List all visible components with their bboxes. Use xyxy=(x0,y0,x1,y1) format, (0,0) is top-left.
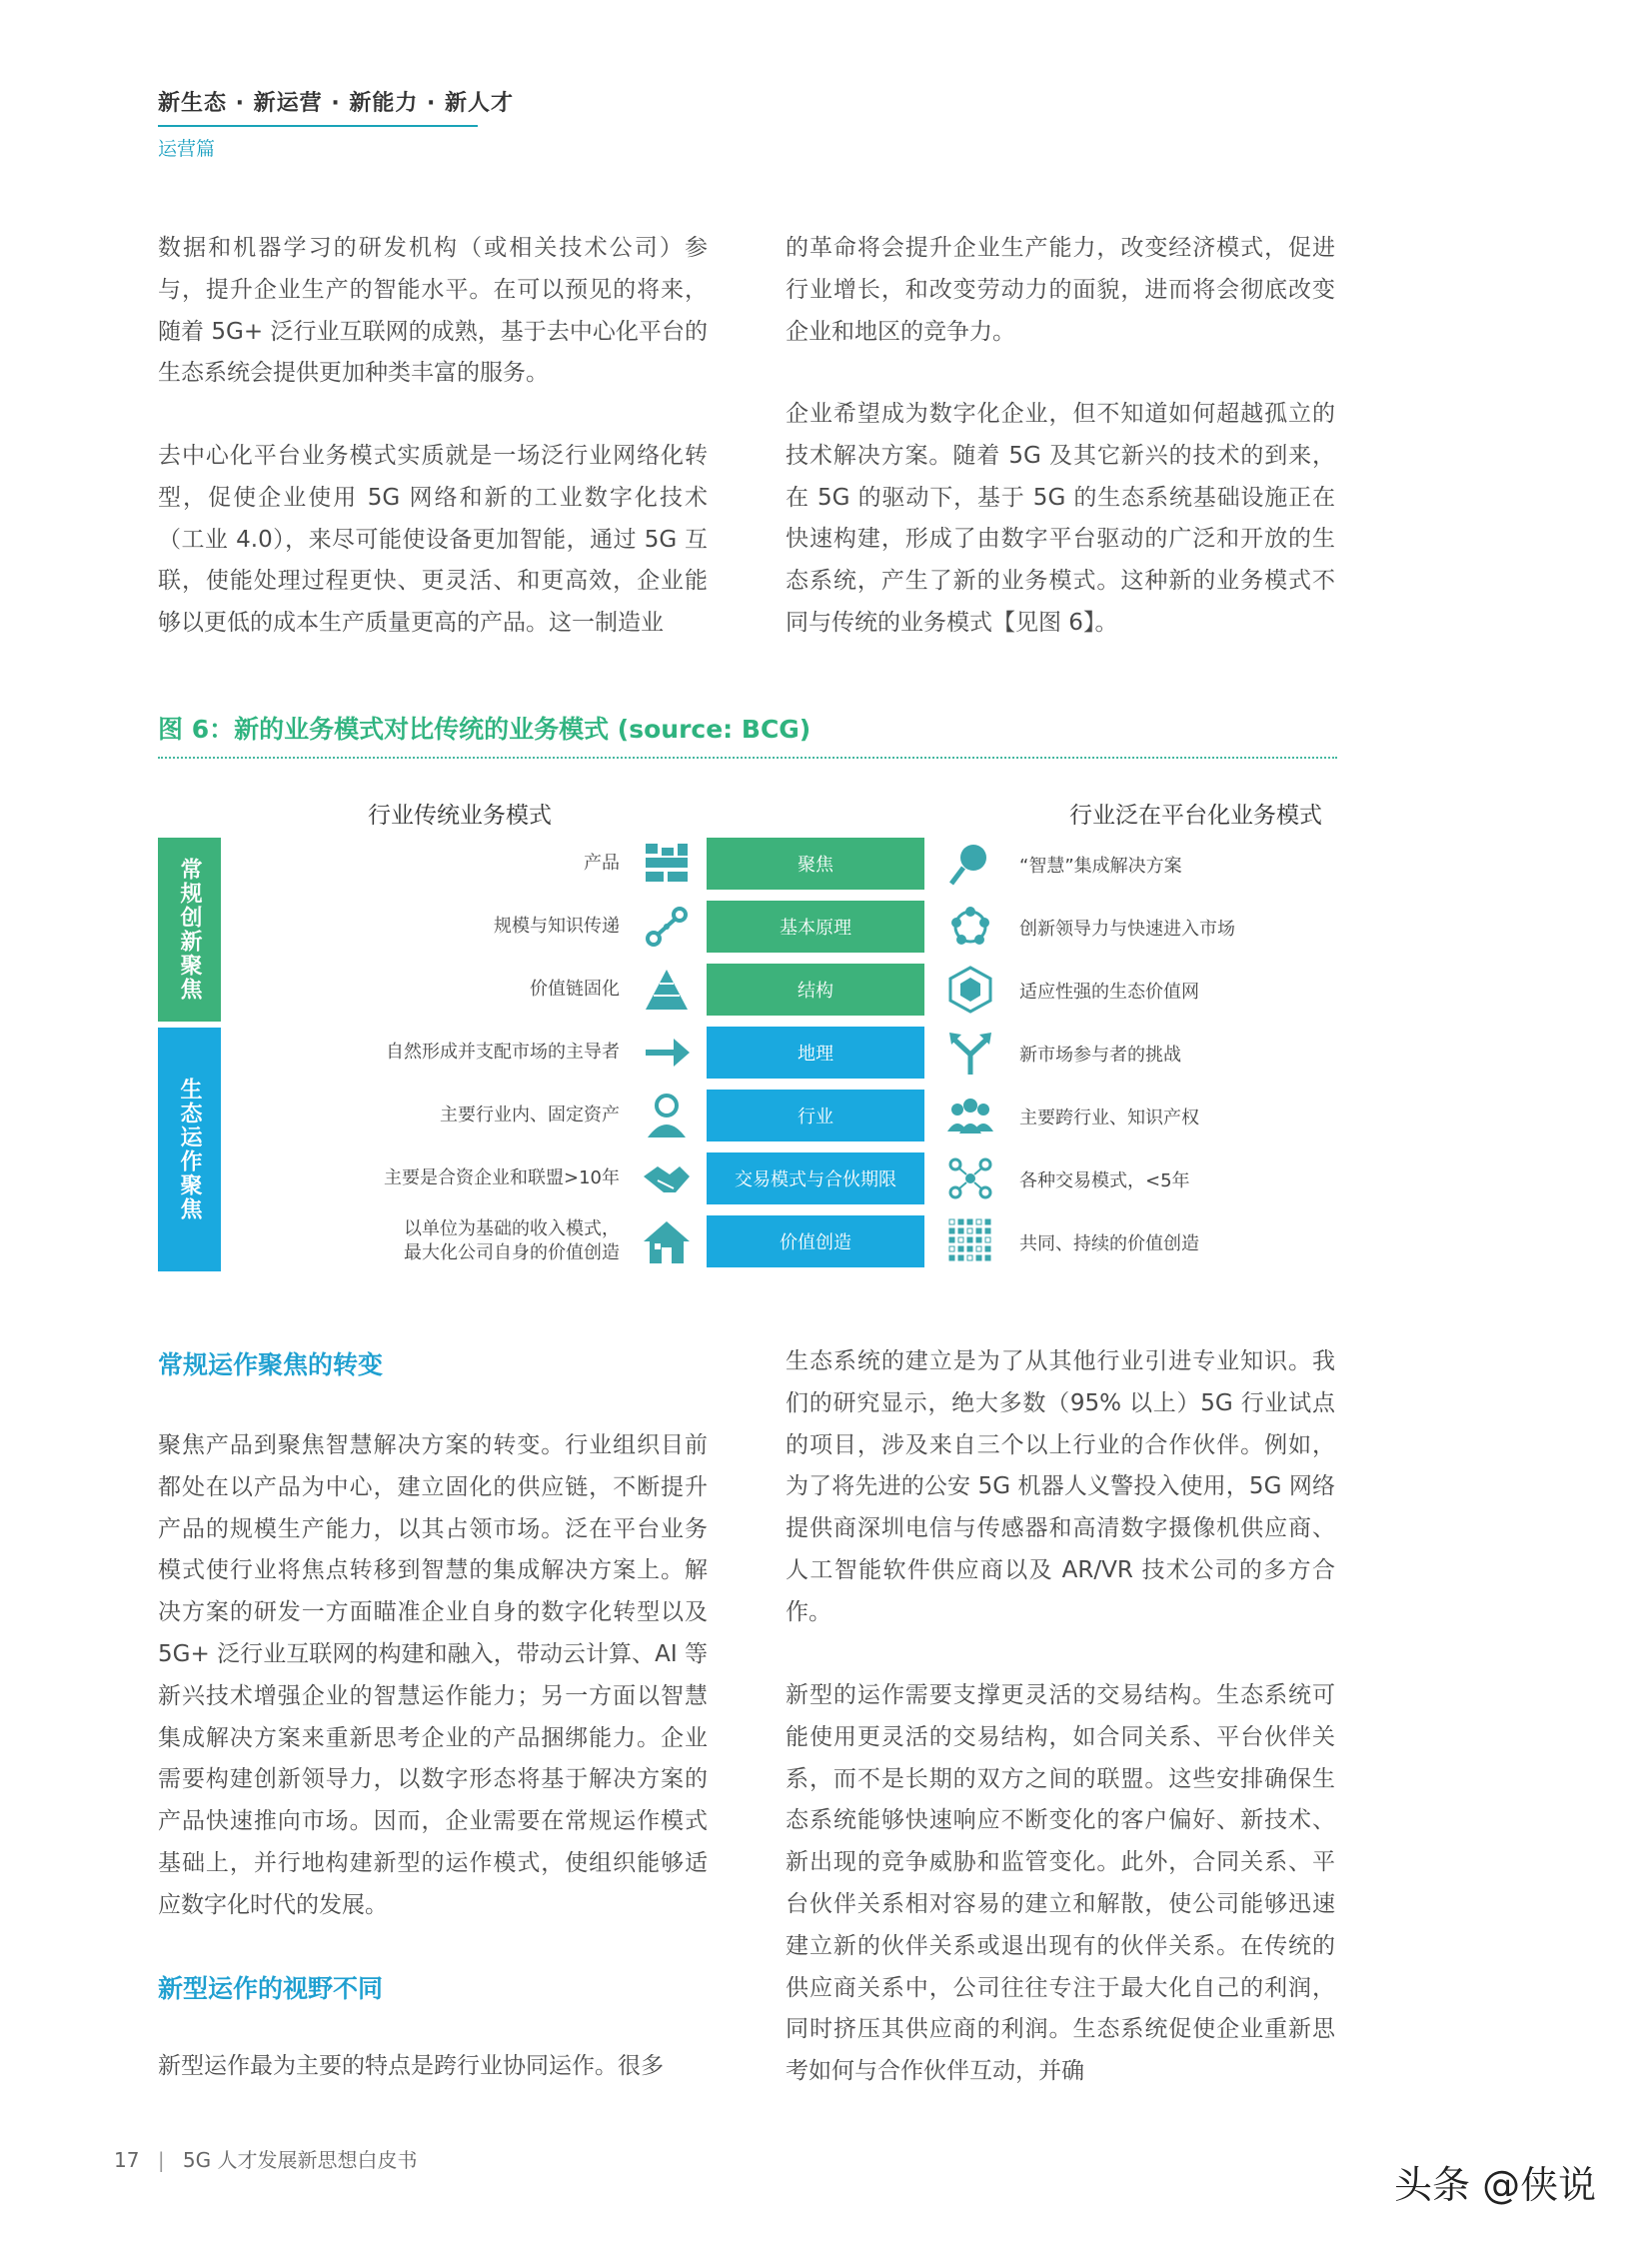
band-ecosystem-operation: 生态运作聚焦 xyxy=(158,1028,221,1271)
platform-model-label: 主要跨行业、知识产权 xyxy=(1019,1108,1199,1128)
group-icon xyxy=(943,1090,997,1141)
body-paragraph: 聚焦产品到聚焦智慧解决方案的转变。行业组织目前都处在以产品为中心，建立固化的供应链，不断提升产品的规模生产能力，以其占领市场。泛在平台业务模式使行业将焦点转移到智慧的集成解决方案上。解决方案的研发一方面瞄准企业自身的数字化转型以及 5G+ 泛行业互联网的构建和融入，带动云计算、AI 等新兴技术增强企业的智慧运作能力；另一方面以智慧集成解决方案来重新思考企业的产品捆绑能力。企业需要构建创新领导力，以数字形态将基于解决方案的产品快速推向市场。因而，企业需要在常规运作模式基础上，并行地构建新型的运作模式，使组织能够适应数字化时代的发展。 xyxy=(158,1432,708,1918)
left-column-heading: 行业传统业务模式 xyxy=(368,803,552,829)
traditional-model-label: 价值链固化 xyxy=(530,979,620,1000)
platform-model-label: “智慧”集成解决方案 xyxy=(1019,856,1182,877)
platform-model-label: 共同、持续的价值创造 xyxy=(1019,1233,1199,1254)
arrow-right-icon xyxy=(640,1027,694,1079)
network-ring-icon xyxy=(943,901,997,953)
dimension-box: 价值创造 xyxy=(707,1215,924,1267)
page-footer xyxy=(114,2144,418,2173)
chain-link-icon xyxy=(640,901,694,953)
magnifier-icon xyxy=(943,838,997,890)
traditional-model-label: 规模与知识传递 xyxy=(494,916,620,937)
dimension-box: 聚焦 xyxy=(707,838,924,890)
footer-separator: | xyxy=(157,2148,165,2172)
section-heading: 常规运作聚焦的转变 xyxy=(158,1350,384,1379)
dimension-box: 交易模式与合伙期限 xyxy=(707,1152,924,1204)
figure-divider xyxy=(158,757,1337,759)
traditional-model-label: 主要是合资企业和联盟>10年 xyxy=(384,1167,620,1188)
header-divider xyxy=(158,125,478,127)
hexagon-network-icon xyxy=(943,964,997,1016)
body-paragraph: 企业希望成为数字化企业，但不知道如何超越孤立的技术解决方案。随着 5G 及其它新兴的技术的到来，在 5G 的驱动下，基于 5G 的生态系统基础设施正在快速构建，形成了由数字平台驱动的广泛和开放的生态系统，产生了新的业务模式。这种新的业务模式不同与传统的业务模式【见图 6】。 xyxy=(786,401,1335,636)
dimension-box: 基本原理 xyxy=(707,901,924,953)
figure-title: 图 6：新的业务模式对比传统的业务模式 (source: BCG) xyxy=(158,715,812,744)
section-heading: 新型运作的视野不同 xyxy=(158,1974,384,2003)
building-blocks-icon xyxy=(640,838,694,890)
handshake-icon xyxy=(640,1152,694,1204)
body-paragraph: 的革命将会提升企业生产能力，改变经济模式，促进行业增长，和改变劳动力的面貌，进而将会彻底改变企业和地区的竞争力。 xyxy=(786,235,1335,345)
body-paragraph: 数据和机器学习的研发机构（或相关技术公司）参与，提升企业生产的智能水平。在可以预见的将来，随着 5G+ 泛行业互联网的成熟，基于去中心化平台的生态系统会提供更加种类丰富的服务。 xyxy=(158,235,708,387)
body-paragraph: 新型的运作需要支撑更灵活的交易结构。生态系统可能使用更灵活的交易结构，如合同关系、平台伙伴关系，而不是长期的双方之间的联盟。这些安排确保生态系统能够快速响应不断变化的客户偏好、新技术、新出现的竞争威胁和监管变化。此外，合同关系、平台伙伴关系相对容易的建立和解散，使公司能够迅速建立新的伙伴关系或退出现有的伙伴关系。在传统的供应商关系中，公司往往专注于最大化自己的利润，同时挤压其供应商的利润。生态系统促使企业重新思考如何与合作伙伴互动，并确 xyxy=(786,1682,1335,2085)
traditional-model-label: 以单位为基础的收入模式， 最大化公司自身的价值创造 xyxy=(404,1218,620,1263)
page-number: 17 xyxy=(114,2148,140,2172)
platform-model-label: 适应性强的生态价值网 xyxy=(1019,982,1199,1003)
platform-model-label: 各种交易模式，<5年 xyxy=(1019,1170,1190,1191)
data-grid-icon xyxy=(943,1215,997,1267)
split-arrow-icon xyxy=(943,1027,997,1079)
watermark: 头条 @侠说 xyxy=(1394,2163,1597,2207)
platform-model-label: 创新领导力与快速进入市场 xyxy=(1019,919,1235,940)
document-title: 5G 人才发展新思想白皮书 xyxy=(182,2148,418,2172)
dimension-box: 结构 xyxy=(707,964,924,1016)
dimension-box: 行业 xyxy=(707,1090,924,1141)
traditional-model-label: 自然形成并支配市场的主导者 xyxy=(386,1042,620,1063)
molecule-icon xyxy=(943,1152,997,1204)
body-paragraph: 去中心化平台业务模式实质就是一场泛行业网络化转型，促使企业使用 5G 网络和新的工业数字化技术（工业 4.0），来尽可能使设备更加智能，通过 5G 互联，使能处理过程更快、更灵活、和更高效，企业能够以更低的成本生产质量更高的产品。这一制造业 xyxy=(158,443,708,637)
dimension-box: 地理 xyxy=(707,1027,924,1079)
band-conventional-innovation: 常规创新聚焦 xyxy=(158,838,221,1022)
platform-model-label: 新市场参与者的挑战 xyxy=(1019,1045,1181,1066)
pyramid-icon xyxy=(640,964,694,1016)
traditional-model-label: 主要行业内、固定资产 xyxy=(440,1105,620,1125)
header-title: 新生态 · 新运营 · 新能力 · 新人才 xyxy=(158,91,515,116)
house-icon xyxy=(640,1215,694,1267)
body-paragraph: 生态系统的建立是为了从其他行业引进专业知识。我们的研究显示，绝大多数（95% 以上）5G 行业试点的项目，涉及来自三个以上行业的合作伙伴。例如，为了将先进的公安 5G 机器人义警投入使用，5G 网络提供商深圳电信与传感器和高清数字摄像机供应商、人工智能软件供应商以及 AR/VR 技术公司的多方合作。 xyxy=(786,1348,1335,1625)
person-icon xyxy=(640,1090,694,1141)
right-column-heading: 行业泛在平台化业务模式 xyxy=(1069,803,1322,829)
body-paragraph: 新型运作最为主要的特点是跨行业协同运作。很多 xyxy=(158,2053,664,2079)
traditional-model-label: 产品 xyxy=(584,853,620,874)
section-label: 运营篇 xyxy=(158,138,216,160)
